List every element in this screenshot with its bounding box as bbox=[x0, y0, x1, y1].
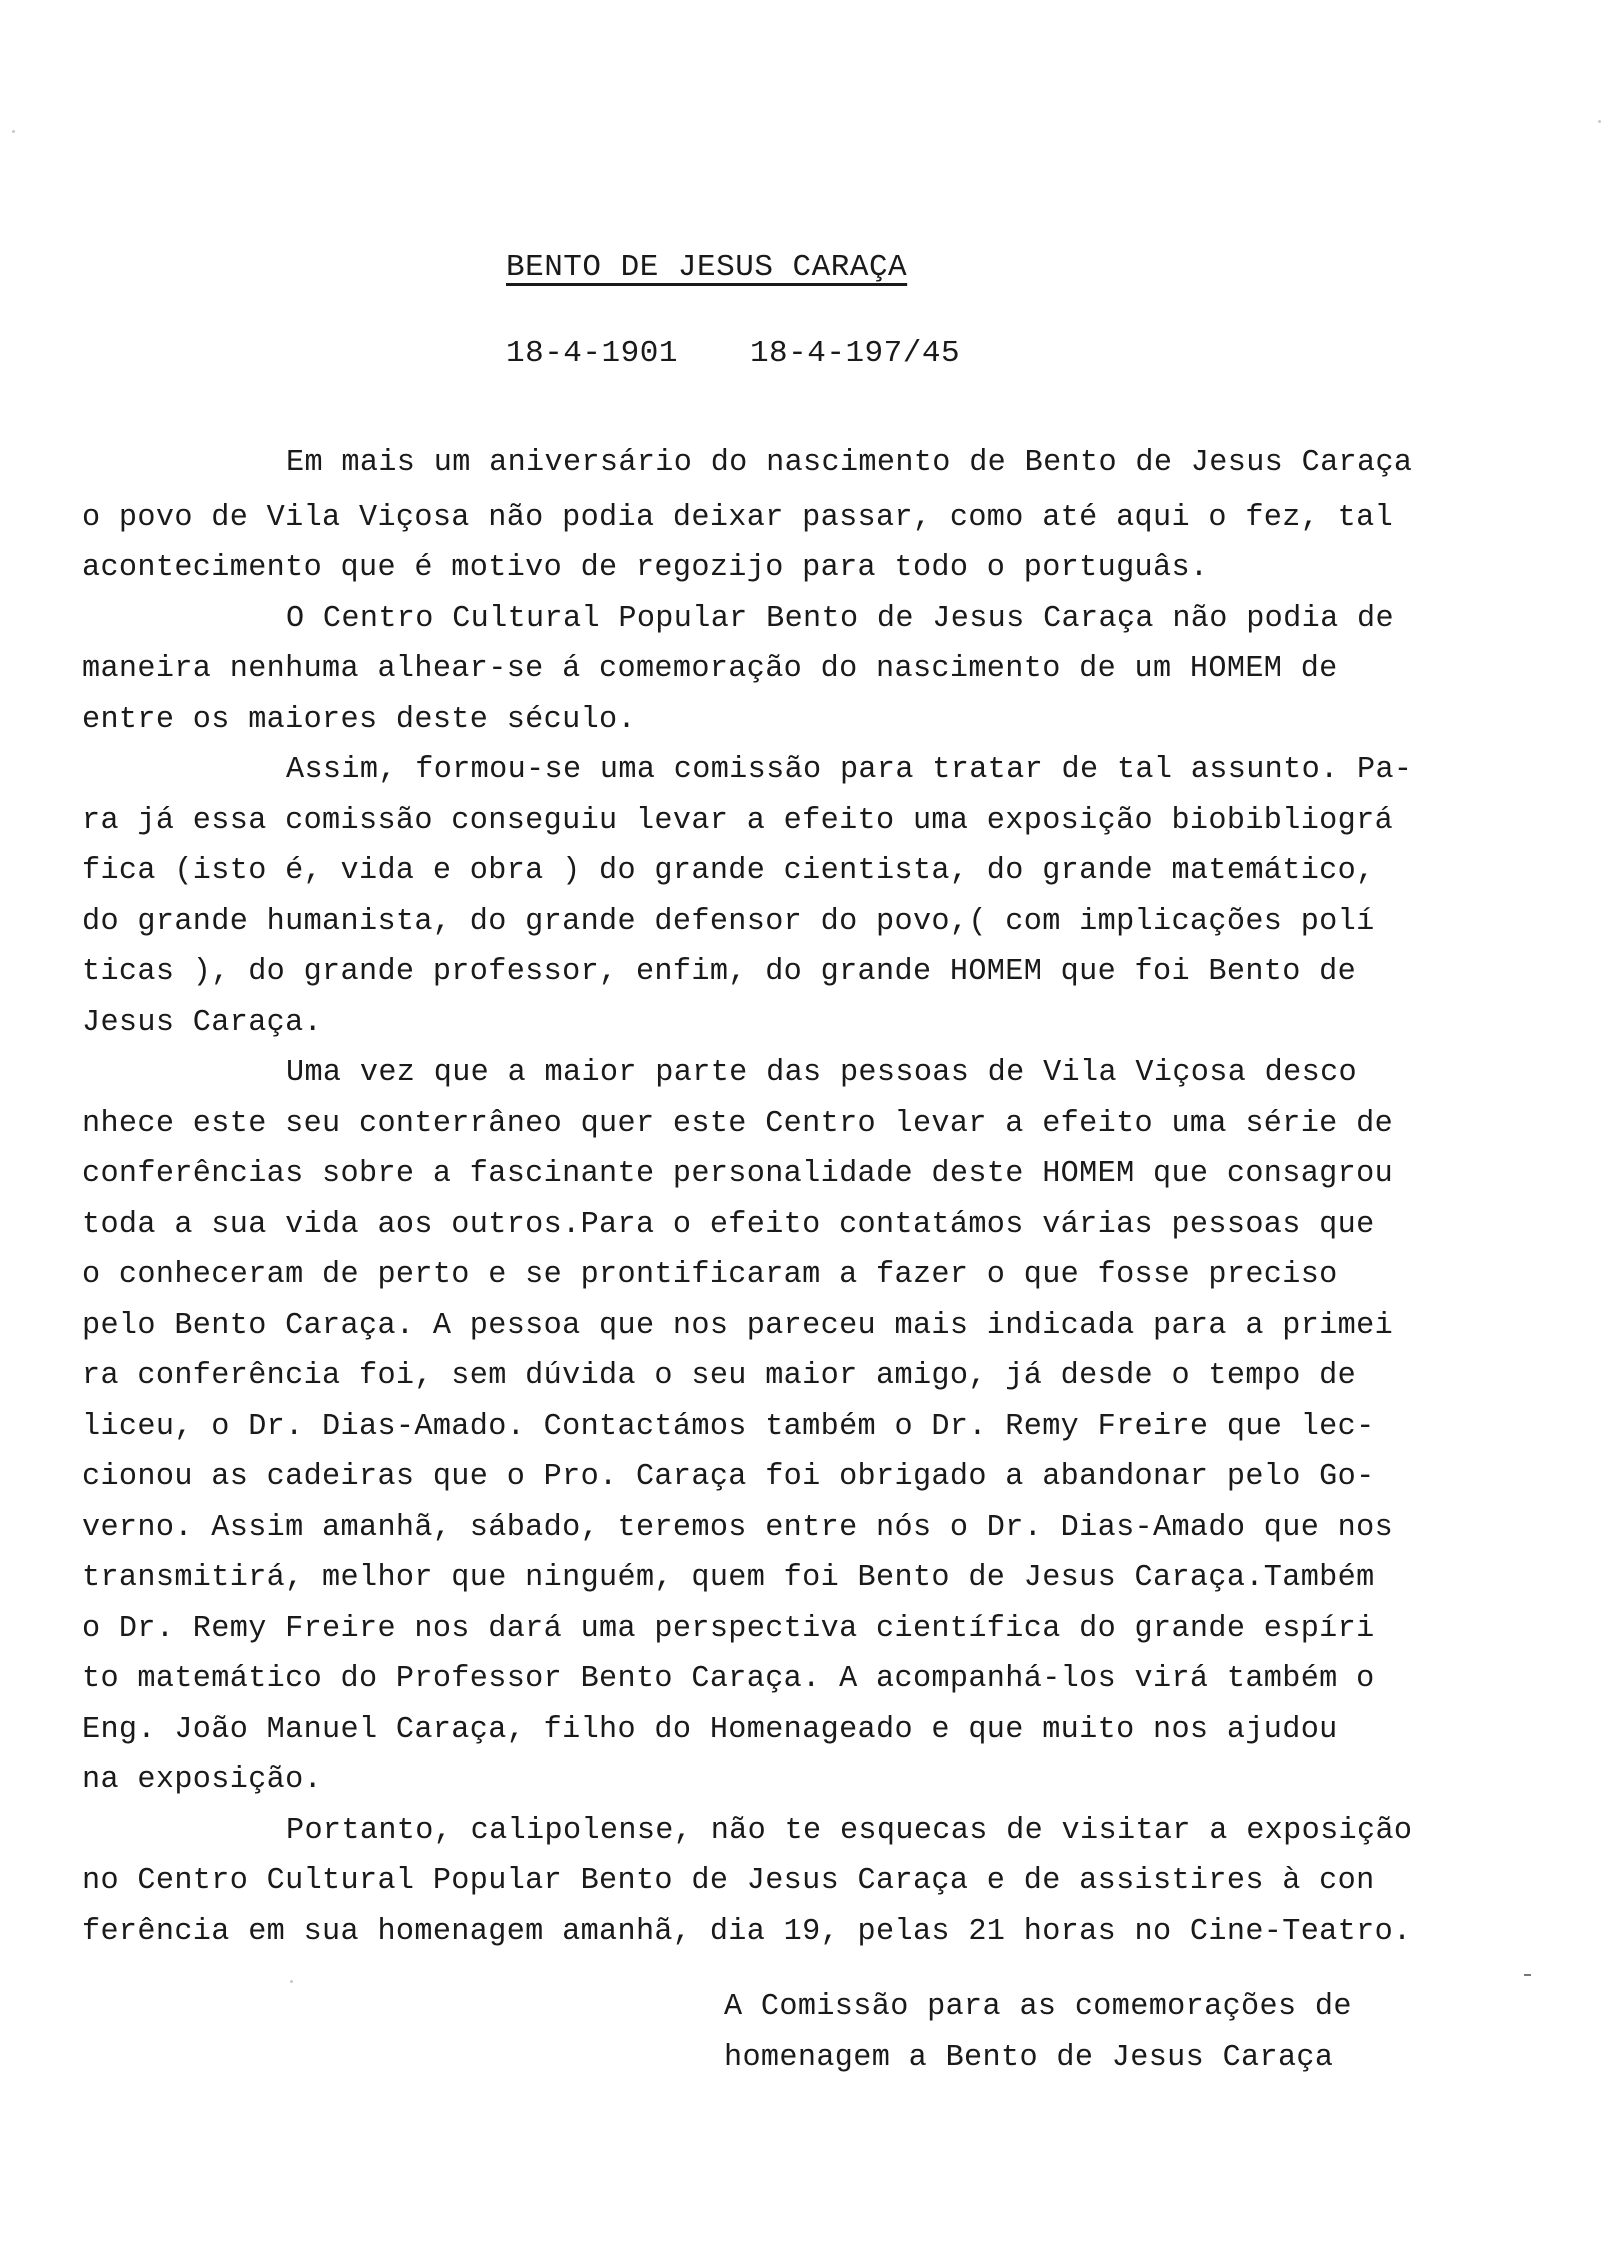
scan-speck bbox=[290, 1980, 293, 1983]
scan-mark bbox=[1524, 1974, 1531, 1976]
signature-line-1: A Comissão para as comemorações de bbox=[724, 1990, 1352, 2024]
paragraph-3-line-3: fica (isto é, vida e obra ) do grande cientista, do grande matemático, bbox=[82, 854, 1375, 888]
paragraph-2-line-3: entre os maiores deste século. bbox=[82, 702, 636, 737]
scan-speck bbox=[12, 130, 15, 133]
paragraph-3-line-6: Jesus Caraça. bbox=[82, 1005, 323, 1040]
paragraph-4-line-6: pelo Bento Caraça. A pessoa que nos pareceu mais indicada para a primei bbox=[82, 1308, 1394, 1343]
paragraph-5-line-1: Portanto, calipolense, não te esquecas de visitar a exposição bbox=[286, 1813, 1413, 1848]
paragraph-1-line-3: acontecimento que é motivo de regozijo para todo o portuguâs. bbox=[82, 551, 1209, 585]
paragraph-5-line-2: no Centro Cultural Popular Bento de Jesus Caraça e de assistires à con bbox=[82, 1864, 1375, 1898]
paragraph-2-line-2: maneira nenhuma alhear-se á comemoração do nascimento de um HOMEM de bbox=[82, 652, 1338, 686]
paragraph-4-line-12: o Dr. Remy Freire nos dará uma perspectiva científica do grande espíri bbox=[82, 1611, 1375, 1646]
paragraph-4-line-3: conferências sobre a fascinante personalidade deste HOMEM que consagrou bbox=[82, 1157, 1394, 1191]
paragraph-3-line-5: ticas ), do grande professor, enfim, do grande HOMEM que foi Bento de bbox=[82, 955, 1357, 989]
dates-line bbox=[506, 336, 960, 371]
paragraph-4-line-4: toda a sua vida aos outros.Para o efeito contatámos várias pessoas que bbox=[82, 1207, 1375, 1242]
paragraph-5-line-3: ferência em sua homenagem amanhã, dia 19, pelas 21 horas no Cine-Teatro. bbox=[82, 1914, 1412, 1949]
paragraph-4-line-5: o conheceram de perto e se prontificaram a fazer o que fosse preciso bbox=[82, 1258, 1338, 1292]
paragraph-2-line-1: O Centro Cultural Popular Bento de Jesus Caraça não podia de bbox=[286, 601, 1394, 636]
paragraph-3-line-1: Assim, formou-se uma comissão para tratar de tal assunto. Pa- bbox=[286, 753, 1413, 787]
letter-body bbox=[82, 438, 1542, 1957]
paragraph-1-line-2: o povo de Vila Viçosa não podia deixar passar, como até aqui o fez, tal bbox=[82, 500, 1394, 535]
signature-line-2: homenagem a Bento de Jesus Caraça bbox=[724, 2041, 1334, 2075]
document-title: BENTO DE JESUS CARAÇA bbox=[506, 250, 908, 285]
paragraph-4-line-15: na exposição. bbox=[82, 1763, 323, 1797]
paragraph-4-line-1: Uma vez que a maior parte das pessoas de Vila Viçosa desco bbox=[286, 1056, 1357, 1090]
paragraph-1-line-1: Em mais um aniversário do nascimento de Bento de Jesus Caraça bbox=[286, 446, 1413, 480]
anniversary-date-corrected: 18-4-197/45 bbox=[749, 336, 961, 371]
paragraph-4-line-11: transmitirá, melhor que ninguém, quem foi Bento de Jesus Caraça.Também bbox=[82, 1561, 1375, 1595]
paragraph-4-line-7: ra conferência foi, sem dúvida o seu maior amigo, já desde o tempo de bbox=[82, 1359, 1357, 1393]
paragraph-3-line-2: ra já essa comissão conseguiu levar a efeito uma exposição biobibliográ bbox=[82, 803, 1394, 838]
paragraph-4-line-10: verno. Assim amanhã, sábado, teremos entre nós o Dr. Dias-Amado que nos bbox=[82, 1510, 1394, 1545]
paragraph-4-line-9: cionou as cadeiras que o Pro. Caraça foi obrigado a abandonar pelo Go- bbox=[82, 1460, 1375, 1494]
paragraph-4-line-14: Eng. João Manuel Caraça, filho do Homenageado e que muito nos ajudou bbox=[82, 1712, 1338, 1747]
paragraph-4-line-2: nhece este seu conterrâneo quer este Centro levar a efeito uma série de bbox=[82, 1106, 1394, 1141]
birth-date: 18-4-1901 bbox=[506, 336, 678, 371]
paragraph-3-line-4: do grande humanista, do grande defensor do povo,( com implicações polí bbox=[82, 904, 1375, 939]
paragraph-4-line-13: to matemático do Professor Bento Caraça. A acompanhá-los virá também o bbox=[82, 1662, 1375, 1696]
scan-speck bbox=[1598, 120, 1601, 123]
paragraph-4-line-8: liceu, o Dr. Dias-Amado. Contactámos também o Dr. Remy Freire que lec- bbox=[82, 1409, 1375, 1444]
signature-block bbox=[724, 1982, 1352, 2084]
